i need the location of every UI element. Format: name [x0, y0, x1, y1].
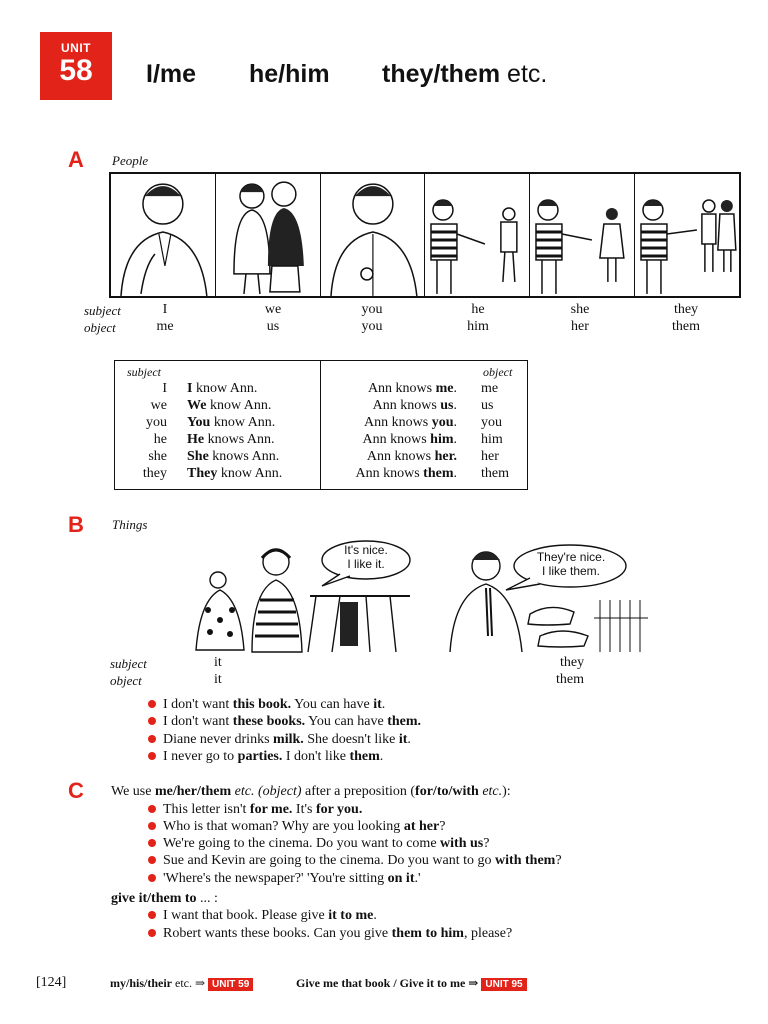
man-pointing-at-man-figure [425, 174, 529, 296]
object-pronoun: him [467, 319, 489, 334]
subject-pronoun: she [570, 302, 590, 317]
table-row [115, 415, 527, 432]
table-row [115, 466, 527, 483]
bullet-dot [148, 911, 156, 919]
bubble-2-line-2: I like them. [541, 564, 601, 578]
give-it-to-heading: give it/them to ... : [111, 891, 218, 906]
man-pointing-self-figure [111, 174, 215, 296]
table-cell-sentence: I know Ann. [187, 381, 258, 396]
bullet-dot [148, 735, 156, 743]
man-pointing-at-couple-figure [635, 174, 739, 296]
table-cell-sentence: Ann knows her. [366, 449, 457, 464]
unit-badge [40, 32, 112, 100]
bubble-2-line-1: They're nice. [536, 550, 606, 564]
subject-label: subject [84, 303, 121, 318]
panel-they [635, 174, 739, 296]
panel-you [321, 174, 426, 296]
man-pointing-at-woman-figure [530, 174, 634, 296]
man-pointing-viewer-figure [321, 174, 425, 296]
page-number: [124] [36, 975, 67, 990]
list-item: I never go to parties. I don't like them. [148, 749, 383, 765]
things-subject-it: it [214, 655, 222, 670]
object-pronoun: us [266, 319, 280, 334]
bullet-dot [148, 874, 156, 882]
list-item: Who is that woman? Why are you looking at her? [148, 819, 445, 835]
bullet-dot [148, 822, 156, 830]
table-cell-subject: we [150, 398, 167, 413]
section-a-letter: A [68, 147, 84, 172]
subject-pronoun: you [361, 302, 383, 317]
list-item: Sue and Kevin are going to the cinema. Do you want to go with them? [148, 853, 562, 869]
table-row [115, 449, 527, 466]
unit-label: UNIT [61, 41, 91, 55]
people-illustration [109, 172, 741, 298]
pronoun-table [114, 360, 528, 490]
list-item: I don't want these books. You can have them. [148, 714, 421, 730]
things-subject-label: subject [110, 656, 147, 671]
footer-link-unit-95[interactable]: Give me that book / Give it to me ⇒ UNIT 95 [296, 976, 527, 991]
object-pronoun: me [156, 319, 174, 334]
table-cell-object: them [481, 466, 509, 481]
table-row [115, 381, 527, 398]
table-cell-sentence: Ann knows me. [367, 381, 457, 396]
table-cell-sentence: They know Ann. [187, 466, 283, 481]
object-pronoun: her [571, 319, 589, 334]
speech-bubble-1 [330, 543, 402, 571]
table-cell-sentence: Ann knows you. [364, 415, 457, 430]
things-object-it: it [214, 672, 222, 687]
table-cell-object: me [481, 381, 499, 396]
list-item: This letter isn't for me. It's for you. [148, 802, 362, 818]
table-cell-subject: I [162, 381, 167, 396]
panel-she [530, 174, 635, 296]
title-they-them: they/them etc. [382, 60, 548, 88]
speech-bubble-2 [516, 550, 626, 578]
bullet-dot [148, 700, 156, 708]
list-item: Diane never drinks milk. She doesn't like it. [148, 732, 411, 748]
bullet-dot [148, 805, 156, 813]
things-subject-they: they [560, 655, 585, 670]
table-cell-sentence: Ann knows us. [372, 398, 457, 413]
things-label: Things [112, 517, 148, 532]
section-c-intro: We use me/her/them etc. (object) after a preposition (for/to/with etc.): [111, 784, 511, 799]
bullet-dot [148, 929, 156, 937]
two-women-figure [216, 174, 320, 296]
table-cell-subject: he [153, 432, 167, 447]
table-cell-object: him [481, 432, 503, 447]
panel-he [425, 174, 530, 296]
table-cell-object: her [481, 449, 499, 464]
subject-pronoun: we [264, 302, 282, 317]
table-cell-object: you [481, 415, 502, 430]
list-item: We're going to the cinema. Do you want to come with us? [148, 836, 489, 852]
list-item: I want that book. Please give it to me. [148, 908, 377, 924]
subject-pronoun: they [673, 302, 699, 317]
table-row [115, 432, 527, 449]
footer-link-unit-59[interactable]: my/his/their etc. ⇒ UNIT 59 [110, 976, 253, 991]
table-subject-header: subject [127, 365, 161, 379]
object-pronoun: them [672, 319, 700, 334]
bullet-dot [148, 752, 156, 760]
people-label: People [112, 153, 149, 168]
section-b-letter: B [68, 512, 84, 537]
section-c-letter: C [68, 778, 84, 803]
table-cell-sentence: You know Ann. [187, 415, 276, 430]
things-object-label: object [110, 673, 142, 688]
table-cell-subject: you [146, 415, 167, 430]
bubble-1-line-2: I like it. [347, 557, 385, 571]
list-item: 'Where's the newspaper?' 'You're sitting on it.' [148, 871, 421, 887]
table-cell-sentence: Ann knows them. [355, 466, 457, 481]
table-cell-sentence: Ann knows him. [362, 432, 457, 447]
subject-pronouns-row [0, 302, 768, 320]
table-object-header: object [483, 365, 513, 379]
title-i-me: I/me [146, 60, 197, 88]
unit-number: 58 [59, 54, 93, 87]
table-cell-sentence: He knows Ann. [187, 432, 275, 447]
things-object-them: them [556, 672, 584, 687]
unit-59-badge[interactable]: UNIT 59 [208, 978, 253, 991]
table-cell-sentence: She knows Ann. [187, 449, 280, 464]
unit-95-badge[interactable]: UNIT 95 [481, 978, 526, 991]
subject-pronoun: I [162, 302, 168, 317]
subject-pronoun: he [471, 302, 485, 317]
object-pronoun: you [361, 319, 383, 334]
bullet-dot [148, 856, 156, 864]
bullet-dot [148, 839, 156, 847]
list-item: Robert wants these books. Can you give them to him, please? [148, 926, 512, 942]
bubble-1-line-1: It's nice. [344, 543, 388, 557]
bullet-dot [148, 717, 156, 725]
table-cell-object: us [481, 398, 494, 413]
list-item: I don't want this book. You can have it. [148, 697, 385, 713]
panel-we [216, 174, 321, 296]
table-header-row [115, 365, 527, 382]
object-label: object [84, 320, 116, 335]
table-cell-subject: they [142, 466, 167, 481]
table-cell-subject: she [148, 449, 167, 464]
panel-i [111, 174, 216, 296]
object-pronouns-row [0, 319, 768, 337]
table-row [115, 398, 527, 415]
title-he-him: he/him [249, 60, 330, 88]
table-cell-sentence: We know Ann. [187, 398, 272, 413]
